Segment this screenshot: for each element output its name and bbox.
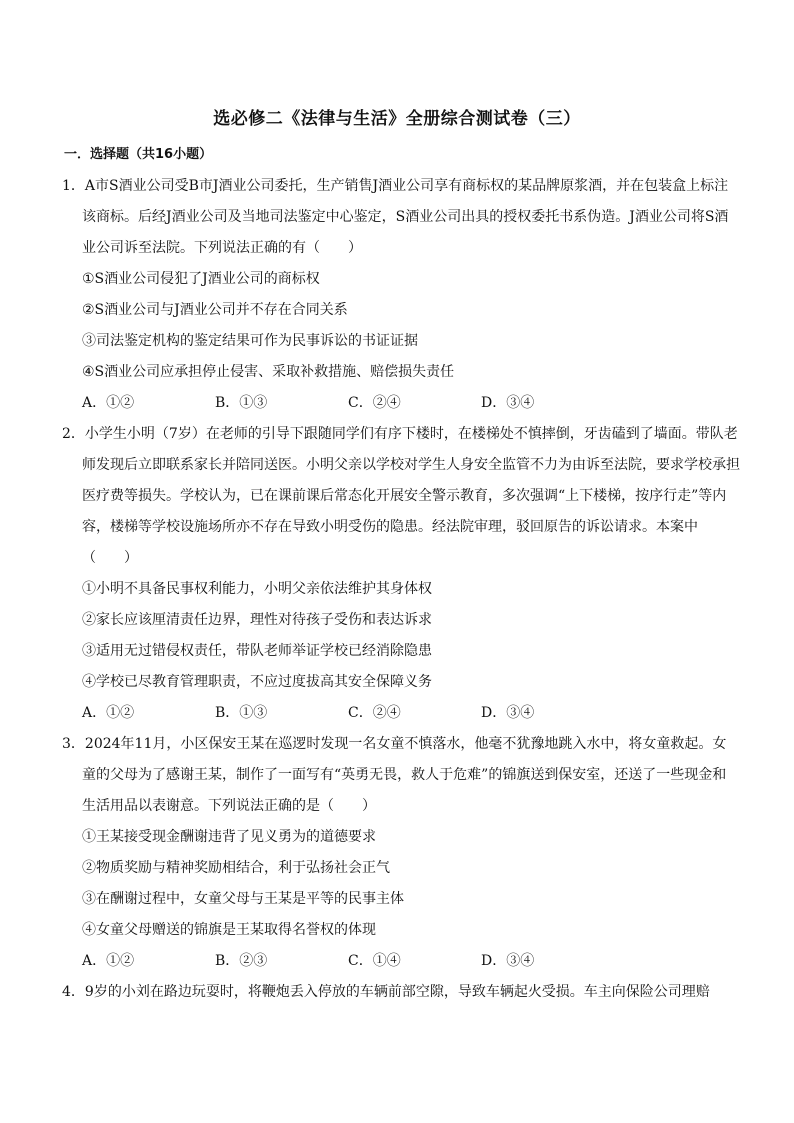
choice-d: D．③④ (481, 395, 535, 411)
statement-option: ②家长应该厘清责任边界，理性对待孩子受伤和表达诉求 (82, 612, 432, 628)
answer-choices (62, 946, 740, 977)
question-2 (62, 419, 740, 729)
choice-b: B．①③ (215, 395, 268, 411)
choice-a: A．①② (82, 705, 135, 721)
question-1 (62, 171, 740, 419)
page-title: 选必修二《法律与生活》全册综合测试卷（三） (213, 109, 581, 129)
choice-b: B．②③ (215, 953, 268, 969)
choice-a: A．①② (82, 953, 135, 969)
statement-option: ④女童父母赠送的锦旗是王某取得名誉权的体现 (82, 922, 376, 938)
choice-a: A．①② (82, 395, 135, 411)
question-list (62, 171, 740, 1008)
statement-option: ①小明不具备民事权利能力，小明父亲依法维护其身体权 (82, 581, 432, 597)
answer-choices (62, 388, 740, 419)
statement-option: ②S酒业公司与J酒业公司并不存在合同关系 (82, 302, 348, 318)
choice-c: C．②④ (348, 395, 401, 411)
statement-option: ③在酬谢过程中，女童父母与王某是平等的民事主体 (82, 891, 404, 907)
choice-b: B．①③ (215, 705, 268, 721)
question-4 (62, 977, 740, 1008)
choice-d: D．③④ (481, 953, 535, 969)
statement-option: ③适用无过错侵权责任，带队老师举证学校已经消除隐患 (82, 643, 432, 659)
question-stem: 3．2024年11月，小区保安王某在巡逻时发现一名女童不慎落水，他毫不犹豫地跳入水中，将女童救起。女童的父母为了感谢王某，制作了一面写有“英勇无畏，救人于危难”的锦旗送到保安室，还送了一些现金和生活用品以表谢意。下列说法正确的是（ ） (62, 736, 727, 814)
statement-option: ①王某接受现金酬谢违背了见义勇为的道德要求 (82, 829, 376, 845)
choice-d: D．③④ (481, 705, 535, 721)
question-3 (62, 729, 740, 977)
question-stem: 2．小学生小明（7岁）在老师的引导下跟随同学们有序下楼时，在楼梯处不慎摔倒，牙齿磕到了墙面。带队老师发现后立即联系家长并陪同送医。小明父亲以学校对学生人身安全监管不力为由诉至法院，要求学校承担医疗费等损失。学校认为，已在课前课后常态化开展安全警示教育，多次强调“上下楼梯，按序行走”等内容，楼梯等学校设施场所亦不存在导致小明受伤的隐患。经法院审理，驳回原告的诉讼请求。本案中（ ） (62, 426, 740, 566)
choice-c: C．②④ (348, 705, 401, 721)
question-stem: 1．A市S酒业公司受B市J酒业公司委托，生产销售J酒业公司享有商标权的某品牌原浆酒，并在包装盒上标注该商标。后经J酒业公司及当地司法鉴定中心鉴定，S酒业公司出具的授权委托书系伪造。J酒业公司将S酒业公司诉至法院。下列说法正确的有（ ） (62, 178, 729, 256)
answer-choices (62, 698, 740, 729)
statement-option: ③司法鉴定机构的鉴定结果可作为民事诉讼的书证证据 (82, 333, 418, 349)
choice-c: C．①④ (348, 953, 401, 969)
statement-option: ①S酒业公司侵犯了J酒业公司的商标权 (82, 271, 320, 287)
statement-option: ④学校已尽教育管理职责，不应过度拔高其安全保障义务 (82, 674, 432, 690)
section-heading: 一．选择题（共16小题） (64, 147, 213, 162)
statement-option: ④S酒业公司应承担停止侵害、采取补救措施、赔偿损失责任 (82, 364, 455, 380)
question-stem: 4．9岁的小刘在路边玩耍时，将鞭炮丢入停放的车辆前部空隙，导致车辆起火受损。车主向保险公司理赔 (62, 984, 710, 1000)
statement-option: ②物质奖励与精神奖励相结合，利于弘扬社会正气 (82, 860, 390, 876)
